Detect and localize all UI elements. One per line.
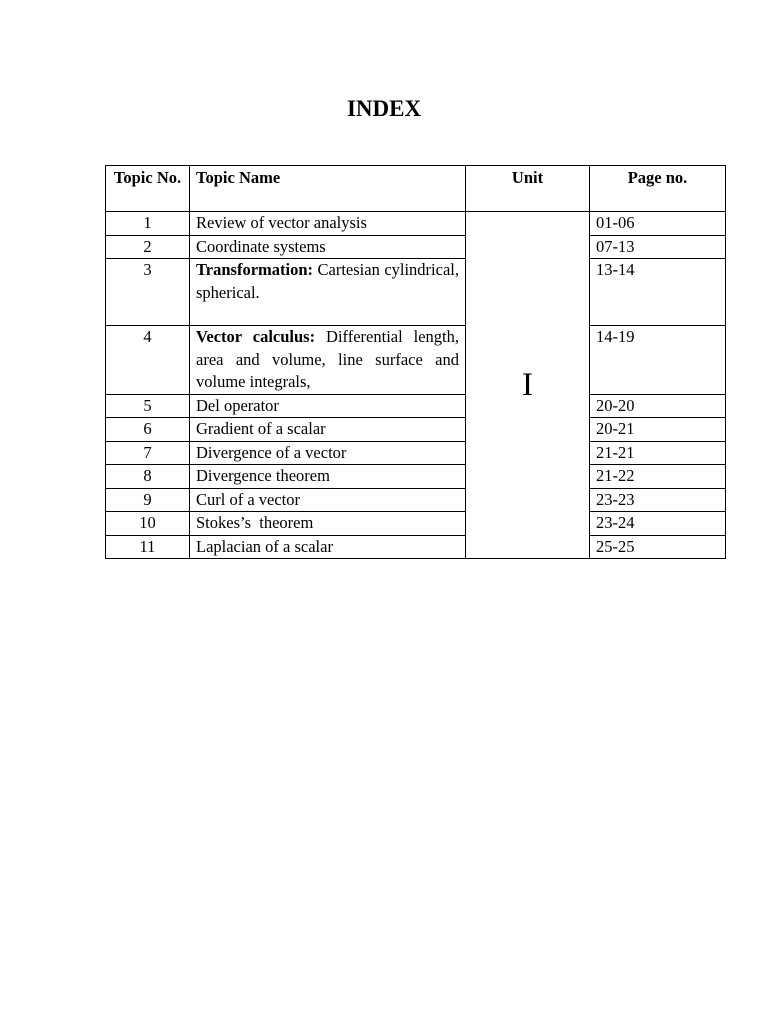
topic-heading: Vector calculus:	[196, 327, 316, 346]
header-unit: Unit	[466, 166, 590, 212]
topic-name: Gradient of a scalar	[190, 418, 466, 442]
topic-name: Curl of a vector	[190, 488, 466, 512]
page-range: 20-20	[590, 394, 726, 418]
topic-name	[190, 326, 466, 395]
topic-number: 1	[106, 212, 190, 236]
topic-number: 3	[106, 259, 190, 326]
topic-number: 10	[106, 512, 190, 536]
topic-name: Laplacian of a scalar	[190, 535, 466, 559]
topic-detail: Differential length, area and volume, line surface and volume integrals,	[196, 327, 459, 391]
page-range: 01-06	[590, 212, 726, 236]
header-page-no: Page no.	[590, 166, 726, 212]
topic-number: 4	[106, 326, 190, 395]
topic-number: 11	[106, 535, 190, 559]
table-row	[106, 488, 726, 512]
index-table	[105, 165, 726, 559]
topic-name: Divergence theorem	[190, 465, 466, 489]
topic-detail: Cartesian cylindrical, spherical.	[196, 260, 459, 302]
table-row	[106, 418, 726, 442]
page-range: 23-23	[590, 488, 726, 512]
page-range: 25-25	[590, 535, 726, 559]
page-range: 07-13	[590, 235, 726, 259]
topic-name: Stokes’s theorem	[190, 512, 466, 536]
topic-number: 2	[106, 235, 190, 259]
page-range: 20-21	[590, 418, 726, 442]
table-row	[106, 259, 726, 326]
topic-name	[190, 259, 466, 326]
table-header-row	[106, 166, 726, 212]
topic-number: 8	[106, 465, 190, 489]
topic-heading: Transformation:	[196, 260, 314, 279]
table-row	[106, 394, 726, 418]
header-topic-name: Topic Name	[190, 166, 466, 212]
table-row	[106, 512, 726, 536]
page-range: 23-24	[590, 512, 726, 536]
topic-name: Del operator	[190, 394, 466, 418]
topic-name: Divergence of a vector	[190, 441, 466, 465]
topic-name: Review of vector analysis	[190, 212, 466, 236]
header-topic-no: Topic No.	[106, 166, 190, 212]
topic-number: 6	[106, 418, 190, 442]
page-range: 14-19	[590, 326, 726, 395]
topic-number: 7	[106, 441, 190, 465]
table-row	[106, 326, 726, 395]
page-range: 21-21	[590, 441, 726, 465]
table-row	[106, 535, 726, 559]
table-row	[106, 235, 726, 259]
table-row	[106, 465, 726, 489]
page-range: 13-14	[590, 259, 726, 326]
table-row	[106, 441, 726, 465]
topic-number: 5	[106, 394, 190, 418]
unit-value: I	[466, 212, 590, 559]
topic-number: 9	[106, 488, 190, 512]
page-title: INDEX	[346, 96, 422, 121]
page-range: 21-22	[590, 465, 726, 489]
table-row	[106, 212, 726, 236]
topic-name: Coordinate systems	[190, 235, 466, 259]
